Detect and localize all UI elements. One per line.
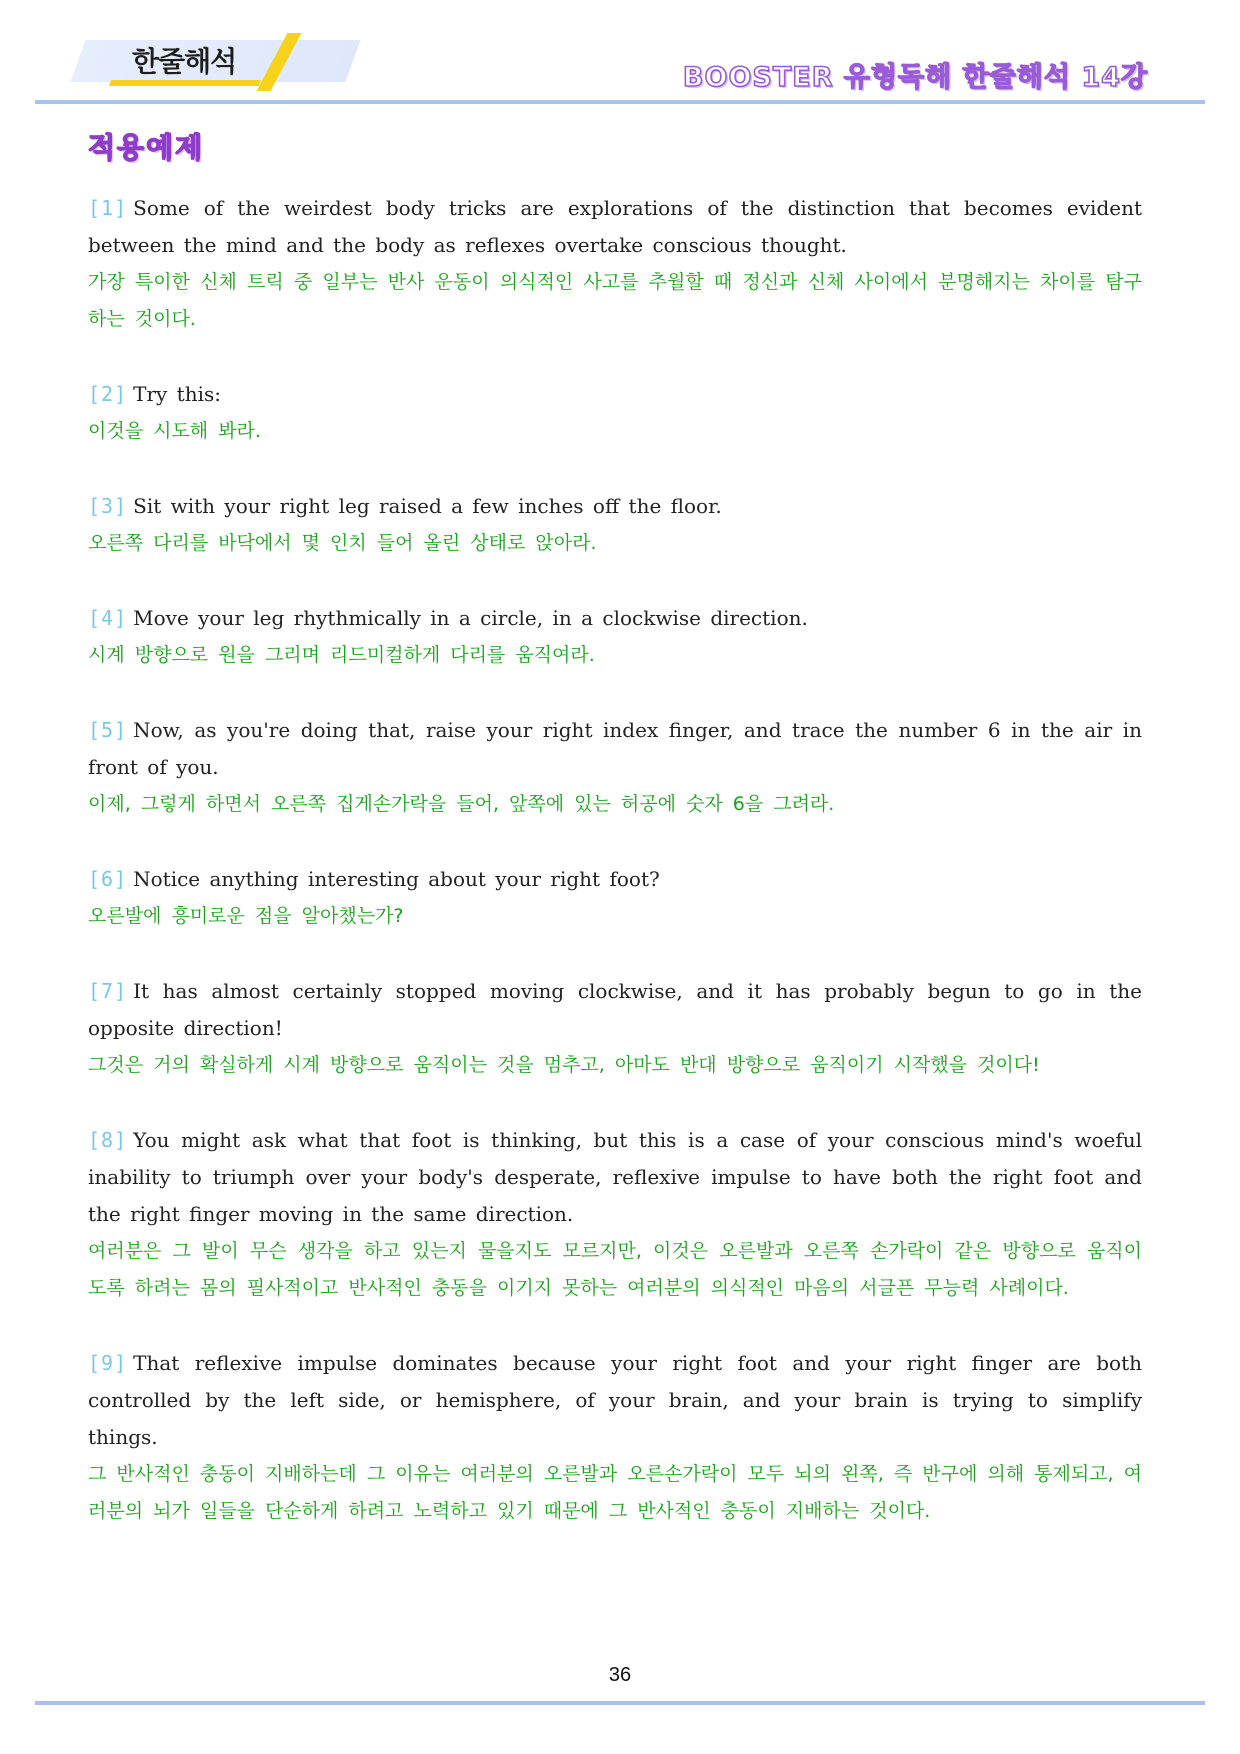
korean-translation: 오른발에 흥미로운 점을 알아챘는가? (88, 905, 404, 927)
korean-translation: 가장 특이한 신체 트릭 중 일부는 반사 운동이 의식적인 사고를 추월할 때 정신과 신체 사이에서 분명해지는 차이를 탐구하는 것이다. (88, 271, 1142, 330)
korean-translation: 그것은 거의 확실하게 시계 방향으로 움직이는 것을 멈추고, 아마도 반대 방향으로 움직이기 시작했을 것이다! (88, 1054, 1040, 1076)
sentence-number: [5] (88, 718, 128, 742)
english-text: Some of the weirdest body tricks are explorations of the distinction that becomes evident between the mind and the body as reflexes overtake conscious thought. (88, 196, 1142, 257)
english-text: It has almost certainly stopped moving clockwise, and it has probably begun to go in the opposite direction! (88, 979, 1142, 1040)
english-text: That reflexive impulse dominates because your right foot and your right finger are both controlled by the left side, or hemisphere, of your brain, and your brain is trying to simplify things. (88, 1351, 1142, 1449)
english-sentence (88, 973, 1142, 1047)
english-text: Now, as you're doing that, raise your right index finger, and trace the number 6 in the air in front of you. (88, 718, 1142, 779)
sentence-number: [1] (88, 196, 128, 220)
english-text: Sit with your right leg raised a few inches off the floor. (133, 494, 722, 518)
header-divider (35, 100, 1205, 104)
sentence-item (88, 1122, 1142, 1307)
english-text: Notice anything interesting about your right foot? (133, 867, 660, 891)
english-sentence (88, 712, 1142, 786)
page-number: 36 (608, 1664, 632, 1686)
sentence-item (88, 861, 1142, 935)
korean-translation: 이것을 시도해 봐라. (88, 420, 261, 442)
sentence-item (88, 973, 1142, 1084)
english-text: You might ask what that foot is thinking, but this is a case of your conscious mind's woeful inability to triumph over your body's desperate, reflexive impulse to have both the right foot and the right finger moving in the same direction. (88, 1128, 1142, 1226)
korean-translation: 오른쪽 다리를 바닥에서 몇 인치 들어 올린 상태로 앉아라. (88, 532, 597, 554)
sentence-item (88, 488, 1142, 562)
sentence-item (88, 600, 1142, 674)
english-sentence (88, 600, 1142, 637)
header-title: BOOSTER 유형독해 한줄해석 14강 (682, 62, 1148, 93)
header-tag-label: 한줄해석 (132, 45, 237, 78)
sentence-number: [7] (88, 979, 128, 1003)
english-sentence (88, 1122, 1142, 1233)
sentence-item (88, 712, 1142, 823)
page-header (0, 0, 1240, 110)
section-heading: 적용예제 (88, 131, 205, 164)
footer-divider (35, 1701, 1205, 1705)
header-tag-underline (109, 80, 261, 86)
sentence-item (88, 1345, 1142, 1530)
english-sentence (88, 861, 1142, 898)
sentence-list (88, 190, 1142, 1568)
english-sentence (88, 376, 1142, 413)
sentence-number: [2] (88, 382, 128, 406)
english-sentence (88, 488, 1142, 525)
english-text: Move your leg rhythmically in a circle, in a clockwise direction. (133, 606, 808, 630)
english-text: Try this: (133, 382, 221, 406)
korean-translation: 여러분은 그 발이 무슨 생각을 하고 있는지 물을지도 모르지만, 이것은 오른발과 오른쪽 손가락이 같은 방향으로 움직이도록 하려는 몸의 필사적이고 반사적인 충동을 이기지 못하는 여러분의 의식적인 마음의 서글픈 무능력 사례이다. (88, 1240, 1142, 1299)
english-sentence (88, 190, 1142, 264)
korean-translation: 그 반사적인 충동이 지배하는데 그 이유는 여러분의 오른발과 오른손가락이 모두 뇌의 왼쪽, 즉 반구에 의해 통제되고, 여러분의 뇌가 일들을 단순하게 하려고 노력하고 있기 때문에 그 반사적인 충동이 지배하는 것이다. (88, 1463, 1142, 1522)
sentence-number: [3] (88, 494, 128, 518)
sentence-number: [4] (88, 606, 128, 630)
korean-translation: 시계 방향으로 원을 그리며 리드미컬하게 다리를 움직여라. (88, 644, 595, 666)
korean-translation: 이제, 그렇게 하면서 오른쪽 집게손가락을 들어, 앞쪽에 있는 허공에 숫자 6을 그려라. (88, 793, 835, 815)
sentence-number: [9] (88, 1351, 128, 1375)
english-sentence (88, 1345, 1142, 1456)
sentence-item (88, 190, 1142, 338)
sentence-number: [8] (88, 1128, 128, 1152)
sentence-number: [6] (88, 867, 128, 891)
sentence-item (88, 376, 1142, 450)
